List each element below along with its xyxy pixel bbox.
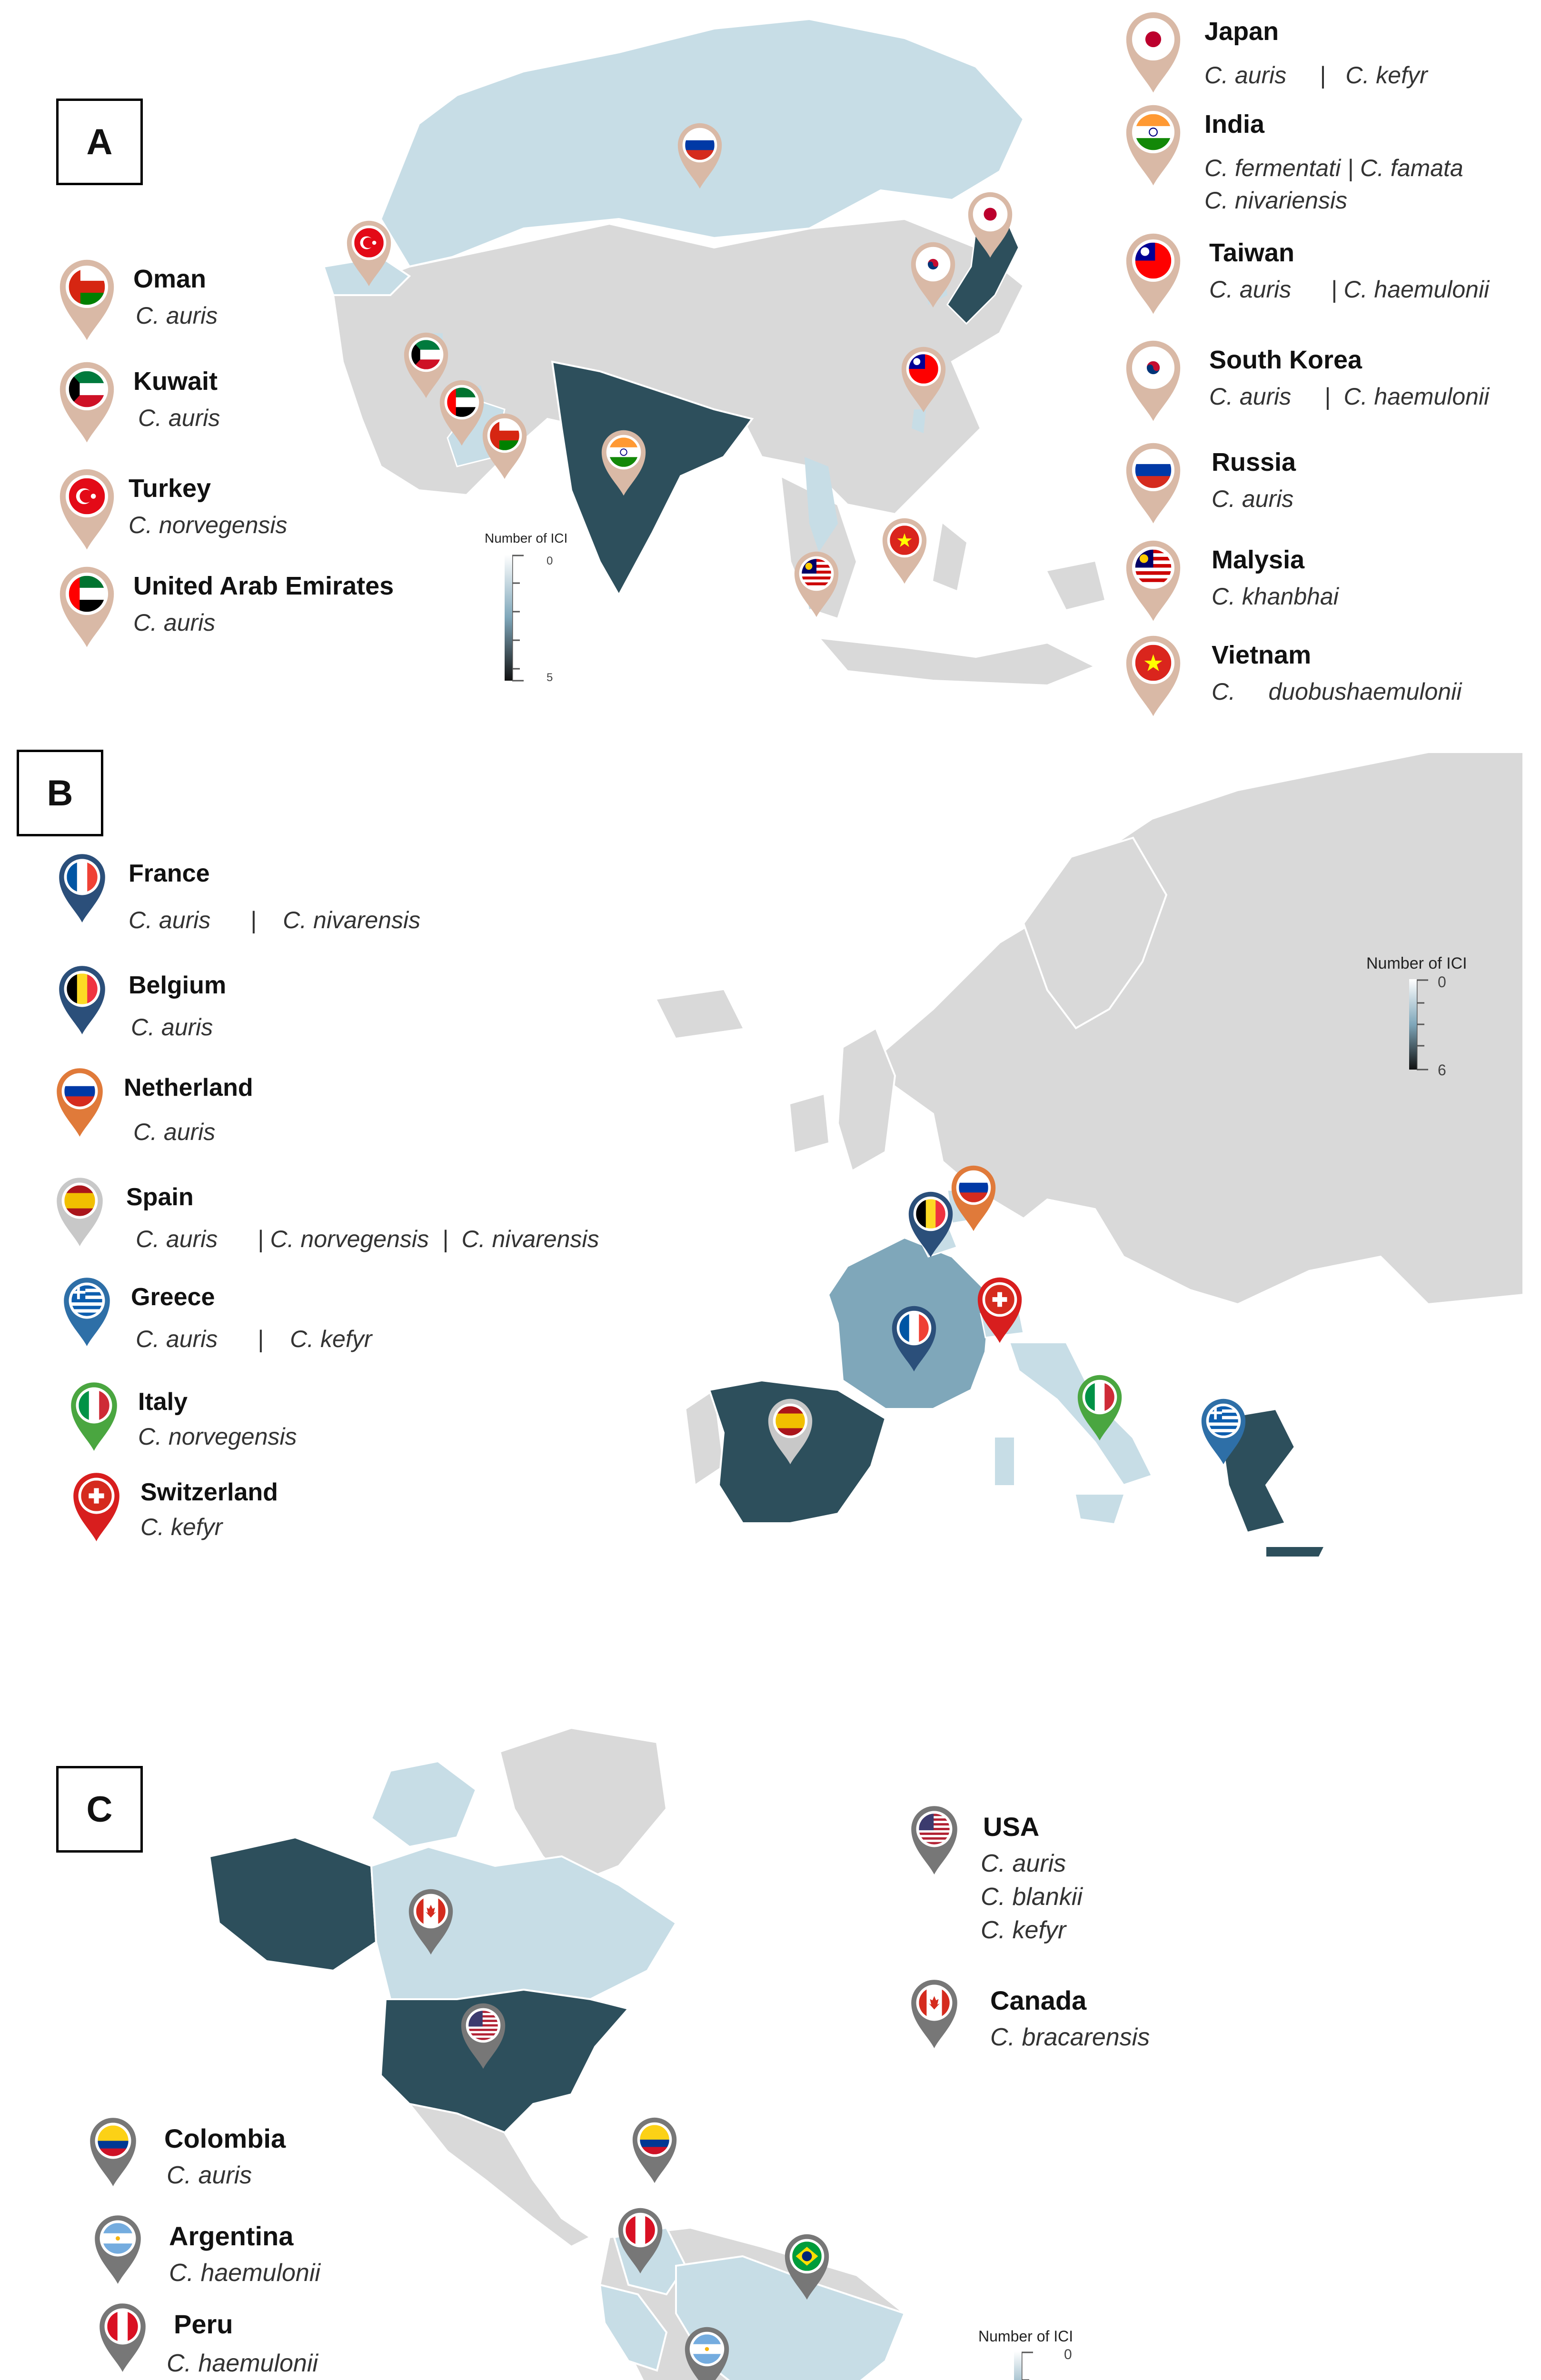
legend-min: 0 xyxy=(1064,2347,1072,2362)
crete xyxy=(1266,1547,1323,1557)
korea-pin-icon xyxy=(1121,336,1185,422)
species-list: C. fermentati | C. famata C. nivariensis xyxy=(1204,155,1463,214)
species-list: C. auris | C. kefyr xyxy=(1204,62,1428,89)
country-name: Oman xyxy=(133,265,207,293)
italy-pin-icon xyxy=(67,1378,121,1452)
taiwan-map-marker-icon xyxy=(897,343,950,414)
malaysia-pin-icon xyxy=(1121,536,1185,622)
arctic-islands xyxy=(371,1761,476,1847)
panel-c xyxy=(0,1714,1541,2380)
species-list: C. auris C. blankii C. kefyr xyxy=(981,1850,1083,1944)
country-name: Italy xyxy=(138,1388,188,1416)
panel-a xyxy=(0,0,1541,728)
country-name: Greece xyxy=(131,1283,215,1311)
species-list: C. auris xyxy=(133,1119,216,1145)
legend-title: Number of ICI xyxy=(978,2328,1074,2345)
panel-b xyxy=(0,743,1541,1590)
country-name: Taiwan xyxy=(1209,238,1295,267)
canada-map-marker-icon xyxy=(405,1885,457,1956)
ireland xyxy=(790,1095,828,1152)
country-name: United Arab Emirates xyxy=(133,572,394,600)
sicily xyxy=(1076,1495,1123,1523)
legend-colorbar xyxy=(505,555,512,681)
usa-pin-icon xyxy=(907,1802,962,1875)
argentina-pin-icon xyxy=(90,2211,145,2285)
species-list: C. auris | C. norvegensis | C. nivarensis xyxy=(136,1226,599,1252)
legend-ticks xyxy=(512,555,527,683)
taiwan-pin-icon xyxy=(1121,228,1185,315)
country-name: Turkey xyxy=(129,474,211,503)
country-name: France xyxy=(129,860,210,887)
country-name: Malysia xyxy=(1212,545,1305,574)
korea-map-marker-icon xyxy=(907,238,959,309)
brazil-map-marker-icon xyxy=(781,2230,833,2301)
sardinia xyxy=(995,1438,1014,1485)
france-map-marker-icon xyxy=(888,1302,940,1373)
colombia-map-marker-icon xyxy=(628,2113,681,2184)
country-name: Belgium xyxy=(129,972,227,999)
malaysia-map-marker-icon xyxy=(790,547,843,618)
philippines xyxy=(933,524,966,590)
france-pin-icon xyxy=(55,850,109,923)
species-list: C. kefyr xyxy=(140,1514,223,1540)
peru-pin-icon xyxy=(95,2299,150,2373)
turkey-map-marker-icon xyxy=(343,217,395,288)
species-list: C. khanbhai xyxy=(1212,583,1339,610)
species-list: C. auris | C. haemulonii xyxy=(1209,383,1490,410)
legend-ticks xyxy=(1417,979,1431,1072)
russia-map-marker-icon xyxy=(674,119,726,190)
species-list: C. auris xyxy=(131,1014,213,1041)
turkey-pin-icon xyxy=(55,464,119,551)
legend-title: Number of ICI xyxy=(485,531,568,545)
panel-label-a: A xyxy=(56,99,143,185)
oman-pin-icon xyxy=(55,255,119,341)
legend-min: 0 xyxy=(547,555,553,567)
country-name: Colombia xyxy=(164,2123,286,2153)
legend-ticks xyxy=(1022,2351,1036,2380)
species-list: C. auris xyxy=(138,405,220,431)
panel-label-c: C xyxy=(56,1766,143,1853)
country-name: Canada xyxy=(990,1985,1087,2015)
russia-pin-icon xyxy=(52,1064,107,1138)
species-list: C. auris | C. haemulonii xyxy=(1209,276,1490,303)
vietnam-map-marker-icon xyxy=(878,514,931,585)
russia-pin-icon xyxy=(1121,438,1185,525)
species-list: C. auris | C. kefyr xyxy=(136,1326,372,1352)
usa-map-marker-icon xyxy=(457,1999,509,2070)
greece-pin-icon xyxy=(60,1273,114,1347)
country-name: Argentina xyxy=(169,2221,294,2251)
peru-map-marker-icon xyxy=(614,2204,666,2275)
country-name: Russia xyxy=(1212,448,1296,476)
argentina-map-marker-icon xyxy=(681,2323,733,2380)
species-list: C. norvegensis xyxy=(138,1423,297,1450)
legend-max: 6 xyxy=(1438,1061,1446,1079)
country-name: Vietnam xyxy=(1212,641,1312,669)
colombia-pin-icon xyxy=(86,2113,140,2187)
species-list: C. bracarensis xyxy=(990,2023,1150,2051)
kuwait-pin-icon xyxy=(55,357,119,444)
legend-max: 5 xyxy=(547,671,553,684)
spain-map-marker-icon xyxy=(764,1395,816,1466)
oman-map-marker-icon xyxy=(478,409,531,480)
country-name: Spain xyxy=(126,1183,194,1211)
india-map-marker-icon xyxy=(597,426,650,497)
species-list: C. auris xyxy=(133,609,216,636)
india-pin-icon xyxy=(1121,100,1185,187)
country-name: Switzerland xyxy=(140,1478,278,1506)
legend-colorbar xyxy=(1409,979,1417,1070)
italy-map-marker-icon xyxy=(1074,1371,1126,1442)
country-name: India xyxy=(1204,110,1265,139)
belgium-map-marker-icon xyxy=(905,1188,957,1259)
panel-label-b: B xyxy=(17,750,103,836)
swiss-pin-icon xyxy=(69,1468,124,1542)
japan-pin-icon xyxy=(1121,7,1185,94)
indonesia-islands xyxy=(819,638,1095,685)
legend-min: 0 xyxy=(1438,973,1446,991)
species-list: C. auris | C. nivarensis xyxy=(129,907,421,933)
country-name: South Korea xyxy=(1209,346,1362,374)
legend-title: Number of ICI xyxy=(1366,954,1467,972)
canada-pin-icon xyxy=(907,1975,962,2049)
papua xyxy=(1047,562,1104,609)
species-list: C. haemulonii xyxy=(169,2259,320,2287)
belgium-pin-icon xyxy=(55,962,109,1035)
legend-colorbar xyxy=(1014,2351,1022,2380)
alaska-region xyxy=(209,1837,376,1971)
species-list: C. auris xyxy=(136,302,218,329)
country-name: Kuwait xyxy=(133,367,218,396)
species-list: C. haemulonii xyxy=(167,2350,318,2377)
spain-pin-icon xyxy=(52,1173,107,1247)
country-name: Japan xyxy=(1204,17,1279,46)
greece-map-marker-icon xyxy=(1197,1395,1250,1466)
species-list: C. auris xyxy=(167,2162,252,2189)
country-name: Peru xyxy=(174,2309,233,2339)
vietnam-pin-icon xyxy=(1121,631,1185,717)
species-list: C. auris xyxy=(1212,486,1294,512)
species-list: C. norvegensis xyxy=(129,512,288,538)
species-list: C. duobushaemulonii xyxy=(1212,678,1462,705)
swiss-map-marker-icon xyxy=(974,1273,1026,1344)
country-name: USA xyxy=(983,1812,1040,1842)
iceland xyxy=(657,990,743,1038)
country-name: Netherland xyxy=(124,1074,253,1101)
uae-pin-icon xyxy=(55,562,119,648)
japan-map-marker-icon xyxy=(964,188,1016,259)
